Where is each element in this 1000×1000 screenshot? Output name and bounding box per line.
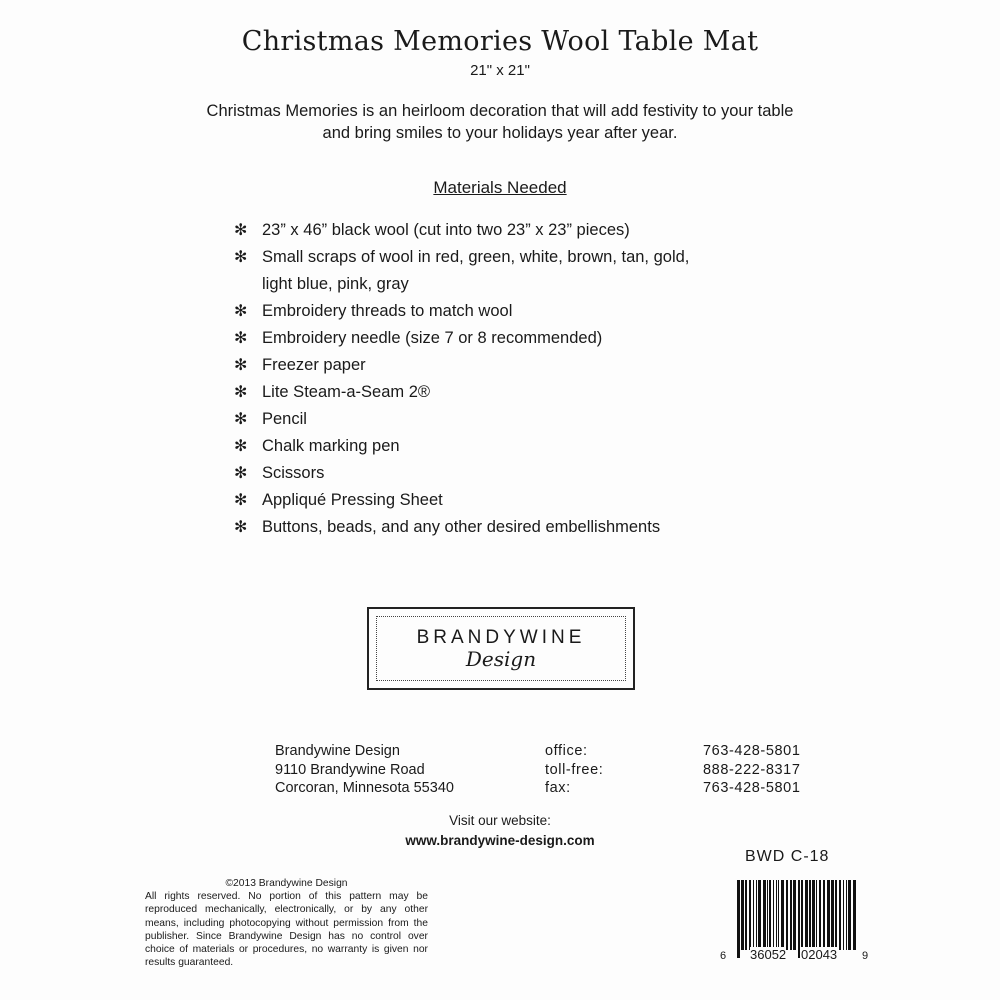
material-item — [234, 217, 722, 244]
copyright-text: All rights reserved. No portion of this pattern may be reproduced mechanically, electronically, or by any other means, including photocopying without permission from the publisher. Since Brandywine Design has no control over choice of materials or procedures, no warranty is given nor results guaranteed. — [145, 891, 428, 969]
material-item — [234, 406, 722, 433]
contact-label: toll-free: — [545, 761, 604, 778]
contact-value: 763-428-5801 — [703, 743, 801, 759]
barcode-digit: 6 — [720, 950, 727, 962]
barcode-bar — [816, 880, 817, 950]
copyright-notice — [145, 877, 428, 969]
material-item — [234, 244, 722, 298]
barcode-bar — [749, 880, 751, 950]
address — [275, 742, 454, 798]
material-text: Embroidery threads to match wool — [262, 302, 513, 320]
material-item — [234, 487, 722, 514]
asterisk-bullet-icon: ✻ — [234, 438, 248, 455]
material-text: Chalk marking pen — [262, 437, 400, 455]
material-item — [234, 379, 722, 406]
barcode-bar — [831, 880, 834, 950]
material-text: Pencil — [262, 410, 307, 428]
barcode-bar — [786, 880, 788, 950]
barcode-bar — [773, 880, 774, 950]
material-item — [234, 514, 722, 541]
materials-list — [234, 217, 722, 541]
brandywine-logo — [367, 607, 635, 690]
barcode-bar — [809, 880, 811, 950]
material-text: Embroidery needle (size 7 or 8 recommended) — [262, 329, 603, 347]
logo-design: Design — [465, 647, 537, 671]
description — [150, 100, 850, 144]
material-item — [234, 325, 722, 352]
asterisk-bullet-icon: ✻ — [234, 384, 248, 401]
barcode-bar — [848, 880, 851, 950]
contact-info — [545, 742, 801, 798]
barcode-bar — [835, 880, 837, 950]
barcode-digit: 02043 — [801, 947, 838, 962]
barcode-bar — [753, 880, 754, 950]
website-link[interactable]: www.brandywine-design.com — [405, 833, 595, 848]
barcode-bar — [805, 880, 808, 950]
asterisk-bullet-icon: ✻ — [234, 492, 248, 509]
material-text: 23” x 46” black wool (cut into two 23” x 23” pieces) — [262, 221, 630, 239]
contact-label: office: — [545, 743, 588, 759]
asterisk-bullet-icon: ✻ — [234, 330, 248, 347]
asterisk-bullet-icon: ✻ — [234, 357, 248, 374]
barcode-bar — [843, 880, 844, 950]
barcode-bar — [801, 880, 803, 950]
address-line: 9110 Brandywine Road — [275, 761, 425, 778]
barcode-digit: 36052 — [750, 947, 787, 962]
description-line: and bring smiles to your holidays year after year. — [322, 124, 678, 142]
contact-value: 763-428-5801 — [703, 780, 801, 796]
barcode-bar — [846, 880, 847, 950]
material-text: Scissors — [262, 464, 325, 482]
page-title: Christmas Memories Wool Table Mat — [241, 26, 759, 57]
contact-value: 888-222-8317 — [703, 761, 801, 778]
visit-label: Visit our website: — [449, 813, 551, 828]
asterisk-bullet-icon: ✻ — [234, 222, 248, 239]
material-text: Lite Steam-a-Seam 2® — [262, 383, 431, 401]
materials-heading: Materials Needed — [433, 178, 567, 197]
material-text: Buttons, beads, and any other desired embellishments — [262, 518, 661, 536]
address-line: Corcoran, Minnesota 55340 — [275, 780, 454, 796]
barcode-bar — [756, 880, 757, 950]
material-item — [234, 433, 722, 460]
asterisk-bullet-icon: ✻ — [234, 249, 248, 266]
material-text: Small scraps of wool in red, green, white, brown, tan, gold, light blue, pink, gray — [262, 248, 690, 293]
barcode-bar — [812, 880, 815, 950]
barcode-digit: 9 — [862, 950, 869, 962]
barcode-bar — [769, 880, 771, 950]
barcode-bar — [839, 880, 841, 950]
barcode-bar — [793, 880, 796, 950]
asterisk-bullet-icon: ✻ — [234, 519, 248, 536]
barcode-bar — [745, 880, 747, 950]
barcode-bar — [827, 880, 830, 950]
barcode-bar — [781, 880, 784, 950]
barcode-bar — [776, 880, 777, 950]
material-text: Appliqué Pressing Sheet — [262, 491, 443, 509]
material-item — [234, 460, 722, 487]
barcode-bar — [758, 880, 761, 950]
material-text: Freezer paper — [262, 356, 366, 374]
material-item — [234, 352, 722, 379]
website-block — [0, 811, 1000, 851]
barcode-bar — [737, 880, 740, 958]
asterisk-bullet-icon: ✻ — [234, 303, 248, 320]
logo-brand: BRANDYWINE — [416, 627, 586, 648]
product-code: BWD C-18 — [745, 848, 830, 865]
barcode-bar — [741, 880, 744, 950]
barcode-bar — [790, 880, 792, 950]
barcode-bar — [767, 880, 768, 950]
barcode-bar — [798, 880, 800, 958]
dimensions: 21" x 21" — [470, 62, 530, 79]
barcode-bar — [778, 880, 779, 950]
copyright-line: ©2013 Brandywine Design — [225, 878, 348, 889]
description-line: Christmas Memories is an heirloom decoration that will add festivity to your table — [206, 102, 794, 120]
contact-label: fax: — [545, 780, 571, 796]
address-line: Brandywine Design — [275, 743, 400, 759]
barcode-bar — [763, 880, 766, 950]
material-item — [234, 298, 722, 325]
barcode-bar — [819, 880, 821, 950]
barcode-bar — [853, 880, 856, 950]
barcode-bar — [823, 880, 825, 950]
asterisk-bullet-icon: ✻ — [234, 411, 248, 428]
asterisk-bullet-icon: ✻ — [234, 465, 248, 482]
